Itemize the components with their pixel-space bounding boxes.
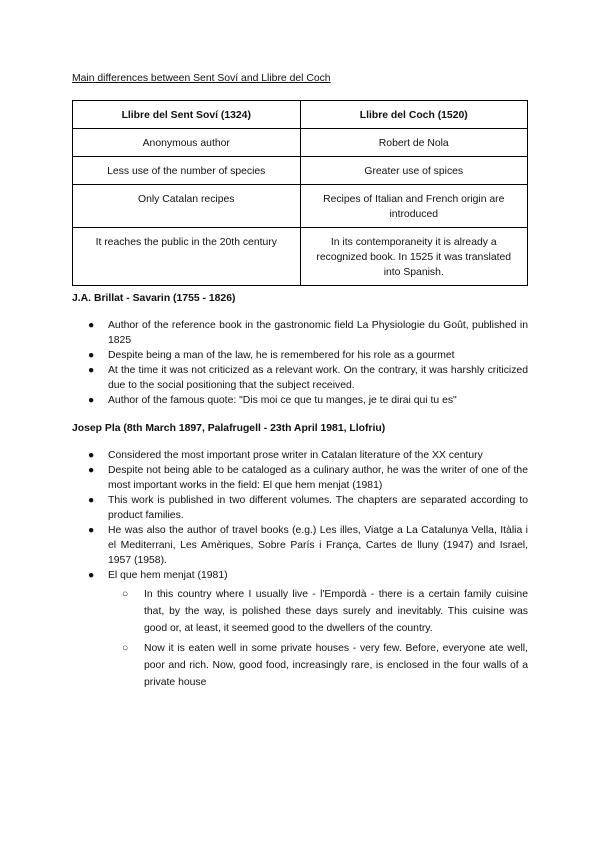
table-cell: Only Catalan recipes (73, 185, 301, 228)
table-row (73, 185, 528, 228)
list-item (72, 348, 528, 363)
list-item (72, 393, 528, 408)
list-item (72, 463, 528, 493)
table-row (73, 129, 528, 157)
bullet-icon: ● (88, 395, 95, 406)
bullet-icon: ● (88, 465, 95, 476)
table-cell: Robert de Nola (300, 129, 528, 157)
section-heading-brillat-savarin: J.A. Brillat - Savarin (1755 - 1826) (72, 293, 236, 304)
list-item (72, 523, 528, 568)
table-cell: It reaches the public in the 20th century (73, 228, 301, 286)
list-item-text: Author of the reference book in the gastronomic field La Physiologie du Goût, published in 1825 (108, 320, 528, 346)
table-header-llibre-del-coch: Llibre del Coch (1520) (300, 101, 528, 129)
sub-list-item-text: In this country where I usually live - l'Empordà - there is a certain family cuisine that, by the way, is polished these days surely and inevitably. This cuisine was good or, at least, it seemed good to the dwellers of the country. (144, 589, 528, 634)
circle-bullet-icon: ○ (122, 643, 129, 654)
brillat-savarin-list (72, 318, 528, 408)
bullet-icon: ● (88, 320, 95, 331)
sub-list-item-text: Now it is eaten well in some private houses - very few. Before, everyone ate well, poor and rich. Now, good food, increasingly rare, is enclosed in the four walls of a private house (144, 643, 528, 688)
list-item (72, 568, 528, 691)
table-cell: In its contemporaneity it is already a recognized book. In 1525 it was translated into Spanish. (300, 228, 528, 286)
circle-bullet-icon: ○ (122, 589, 129, 600)
list-item-text: Author of the famous quote: "Dis moi ce que tu manges, je te dirai qui tu es" (108, 395, 457, 406)
list-item (72, 448, 528, 463)
list-item-text: This work is published in two different volumes. The chapters are separated according to product families. (108, 495, 528, 521)
list-item-text: El que hem menjat (1981) (108, 570, 228, 581)
document-title: Main differences between Sent Soví and Llibre del Coch (72, 73, 331, 84)
table-header-sent-sovi: Llibre del Sent Soví (1324) (73, 101, 301, 129)
list-item-text: Despite not being able to be cataloged as a culinary author, he was the writer of one of the most important works in the field: El que hem menjat (1981) (108, 465, 528, 491)
comparison-table (72, 100, 528, 286)
table-cell: Greater use of spices (300, 157, 528, 185)
list-item-text: At the time it was not criticized as a relevant work. On the contrary, it was harshly criticized due to the social positioning that the subject received. (108, 365, 528, 391)
section-heading-josep-pla: Josep Pla (8th March 1897, Palafrugell - 23th April 1981, Llofriu) (72, 423, 386, 434)
table-row (73, 228, 528, 286)
sub-list-item (108, 640, 528, 691)
list-item (72, 493, 528, 523)
list-item (72, 318, 528, 348)
sub-list-item (108, 586, 528, 637)
bullet-icon: ● (88, 570, 95, 581)
josep-pla-list (72, 448, 528, 691)
table-row (73, 157, 528, 185)
table-cell: Anonymous author (73, 129, 301, 157)
list-item-text: Considered the most important prose writer in Catalan literature of the XX century (108, 450, 483, 461)
list-item-text: He was also the author of travel books (e.g.) Les illes, Viatge a La Catalunya Vella, Itàlia i el Mediterrani, Les Amèriques, Sobre París i França, Cartes de lluny (1947) and Israel, 1957 (1958). (108, 525, 528, 566)
list-item (72, 363, 528, 393)
bullet-icon: ● (88, 350, 95, 361)
table-cell: Recipes of Italian and French origin are introduced (300, 185, 528, 228)
table-header-row (73, 101, 528, 129)
bullet-icon: ● (88, 365, 95, 376)
table-cell: Less use of the number of species (73, 157, 301, 185)
el-que-hem-menjat-quotes (108, 586, 528, 691)
list-item-text: Despite being a man of the law, he is remembered for his role as a gourmet (108, 350, 455, 361)
bullet-icon: ● (88, 525, 95, 536)
bullet-icon: ● (88, 450, 95, 461)
bullet-icon: ● (88, 495, 95, 506)
